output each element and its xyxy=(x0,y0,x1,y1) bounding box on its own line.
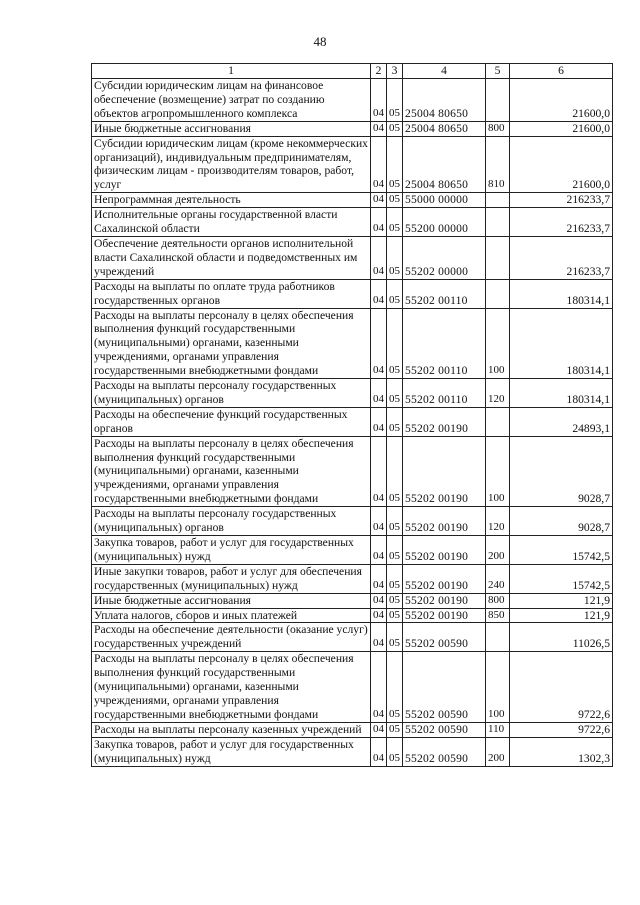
row-target-article: 55202 00190 xyxy=(403,507,486,536)
page-number: 48 xyxy=(313,34,327,49)
row-amount: 15742,5 xyxy=(510,564,613,593)
row-section: 04 xyxy=(371,564,387,593)
row-expense-type: 120 xyxy=(486,507,510,536)
row-target-article: 55200 00000 xyxy=(403,208,486,237)
row-amount: 21600,0 xyxy=(510,121,613,136)
row-section: 04 xyxy=(371,593,387,608)
row-target-article: 55202 00590 xyxy=(403,623,486,652)
row-name: Расходы на выплаты персоналу государственных (муниципальных) органов xyxy=(92,379,371,408)
row-subsection: 05 xyxy=(387,652,403,723)
column-header: 4 xyxy=(403,64,486,79)
row-expense-type xyxy=(486,623,510,652)
column-number-row xyxy=(92,64,613,79)
row-expense-type: 120 xyxy=(486,379,510,408)
row-expense-type: 100 xyxy=(486,308,510,379)
row-section: 04 xyxy=(371,436,387,507)
table-row xyxy=(92,436,613,507)
row-subsection: 05 xyxy=(387,193,403,208)
table-row xyxy=(92,407,613,436)
row-amount: 216233,7 xyxy=(510,236,613,279)
row-target-article: 55202 00190 xyxy=(403,593,486,608)
row-amount: 9722,6 xyxy=(510,652,613,723)
row-amount: 121,9 xyxy=(510,608,613,623)
row-name: Иные бюджетные ассигнования xyxy=(92,121,371,136)
table-row xyxy=(92,623,613,652)
row-target-article: 55202 00110 xyxy=(403,379,486,408)
row-expense-type xyxy=(486,279,510,308)
row-subsection: 05 xyxy=(387,236,403,279)
row-expense-type: 200 xyxy=(486,536,510,565)
row-name: Уплата налогов, сборов и иных платежей xyxy=(92,608,371,623)
table-row xyxy=(92,208,613,237)
row-name: Исполнительные органы государственной власти Сахалинской области xyxy=(92,208,371,237)
row-amount: 180314,1 xyxy=(510,308,613,379)
row-target-article: 55202 00590 xyxy=(403,737,486,766)
row-subsection: 05 xyxy=(387,536,403,565)
row-section: 04 xyxy=(371,737,387,766)
row-name: Субсидии юридическим лицам на финансовое обеспечение (возмещение) затрат по созданию объектов агропромышленного комплекса xyxy=(92,79,371,122)
row-section: 04 xyxy=(371,507,387,536)
table-row xyxy=(92,79,613,122)
column-header: 1 xyxy=(92,64,371,79)
row-name: Расходы на обеспечение деятельности (оказание услуг) государственных учреждений xyxy=(92,623,371,652)
row-subsection: 05 xyxy=(387,722,403,737)
row-target-article: 25004 80650 xyxy=(403,136,486,193)
table-row xyxy=(92,737,613,766)
row-name: Расходы на выплаты персоналу казенных учреждений xyxy=(92,722,371,737)
row-subsection: 05 xyxy=(387,507,403,536)
row-amount: 24893,1 xyxy=(510,407,613,436)
column-header: 5 xyxy=(486,64,510,79)
row-section: 04 xyxy=(371,407,387,436)
row-amount: 9028,7 xyxy=(510,436,613,507)
row-expense-type: 240 xyxy=(486,564,510,593)
row-subsection: 05 xyxy=(387,379,403,408)
row-section: 04 xyxy=(371,121,387,136)
row-expense-type xyxy=(486,79,510,122)
row-section: 04 xyxy=(371,193,387,208)
column-header: 3 xyxy=(387,64,403,79)
row-target-article: 55202 00590 xyxy=(403,722,486,737)
row-section: 04 xyxy=(371,308,387,379)
row-target-article: 55000 00000 xyxy=(403,193,486,208)
row-amount: 21600,0 xyxy=(510,79,613,122)
row-subsection: 05 xyxy=(387,436,403,507)
row-subsection: 05 xyxy=(387,623,403,652)
row-name: Субсидии юридическим лицам (кроме некоммерческих организаций), индивидуальным предпринимателям, физическим лицам - производителям товаров, работ, услуг xyxy=(92,136,371,193)
table-row xyxy=(92,652,613,723)
row-subsection: 05 xyxy=(387,737,403,766)
row-section: 04 xyxy=(371,623,387,652)
row-name: Расходы на выплаты персоналу в целях обеспечения выполнения функций государственными (муниципальными) органами, казенными учреждениями, органами управления государственными внебюджетными фондами xyxy=(92,652,371,723)
row-target-article: 25004 80650 xyxy=(403,79,486,122)
row-section: 04 xyxy=(371,136,387,193)
row-name: Расходы на выплаты по оплате труда работников государственных органов xyxy=(92,279,371,308)
row-expense-type xyxy=(486,407,510,436)
column-header: 2 xyxy=(371,64,387,79)
row-target-article: 55202 00190 xyxy=(403,608,486,623)
row-subsection: 05 xyxy=(387,564,403,593)
row-name: Непрограммная деятельность xyxy=(92,193,371,208)
table-row xyxy=(92,507,613,536)
row-target-article: 55202 00590 xyxy=(403,652,486,723)
row-amount: 180314,1 xyxy=(510,379,613,408)
row-name: Закупка товаров, работ и услуг для государственных (муниципальных) нужд xyxy=(92,536,371,565)
row-section: 04 xyxy=(371,652,387,723)
row-amount: 1302,3 xyxy=(510,737,613,766)
row-amount: 121,9 xyxy=(510,593,613,608)
row-target-article: 55202 00110 xyxy=(403,279,486,308)
row-name: Иные закупки товаров, работ и услуг для обеспечения государственных (муниципальных) нужд xyxy=(92,564,371,593)
table-row xyxy=(92,536,613,565)
row-target-article: 55202 00190 xyxy=(403,536,486,565)
row-name: Расходы на выплаты персоналу в целях обеспечения выполнения функций государственными (муниципальными) органами, казенными учреждениями, органами управления государственными внебюджетными фондами xyxy=(92,436,371,507)
row-section: 04 xyxy=(371,722,387,737)
row-amount: 11026,5 xyxy=(510,623,613,652)
row-target-article: 55202 00110 xyxy=(403,308,486,379)
row-target-article: 55202 00190 xyxy=(403,564,486,593)
row-name: Расходы на обеспечение функций государственных органов xyxy=(92,407,371,436)
table-row xyxy=(92,379,613,408)
row-expense-type: 800 xyxy=(486,593,510,608)
table-row xyxy=(92,136,613,193)
row-amount: 15742,5 xyxy=(510,536,613,565)
row-name: Расходы на выплаты персоналу в целях обеспечения выполнения функций государственными (муниципальными) органами, казенными учреждениями, органами управления государственными внебюджетными фондами xyxy=(92,308,371,379)
row-subsection: 05 xyxy=(387,79,403,122)
row-amount: 216233,7 xyxy=(510,208,613,237)
row-subsection: 05 xyxy=(387,407,403,436)
row-expense-type: 100 xyxy=(486,652,510,723)
table-row xyxy=(92,722,613,737)
row-target-article: 55202 00000 xyxy=(403,236,486,279)
row-expense-type: 110 xyxy=(486,722,510,737)
row-section: 04 xyxy=(371,279,387,308)
row-subsection: 05 xyxy=(387,593,403,608)
table-row xyxy=(92,193,613,208)
row-name: Закупка товаров, работ и услуг для государственных (муниципальных) нужд xyxy=(92,737,371,766)
row-subsection: 05 xyxy=(387,208,403,237)
table-row xyxy=(92,308,613,379)
row-section: 04 xyxy=(371,208,387,237)
row-subsection: 05 xyxy=(387,279,403,308)
row-name: Иные бюджетные ассигнования xyxy=(92,593,371,608)
row-amount: 9028,7 xyxy=(510,507,613,536)
row-target-article: 25004 80650 xyxy=(403,121,486,136)
budget-table xyxy=(91,63,613,767)
row-expense-type xyxy=(486,236,510,279)
row-subsection: 05 xyxy=(387,121,403,136)
row-expense-type: 800 xyxy=(486,121,510,136)
row-target-article: 55202 00190 xyxy=(403,436,486,507)
table-row xyxy=(92,236,613,279)
row-expense-type: 850 xyxy=(486,608,510,623)
row-amount: 180314,1 xyxy=(510,279,613,308)
row-target-article: 55202 00190 xyxy=(403,407,486,436)
row-expense-type xyxy=(486,193,510,208)
row-amount: 9722,6 xyxy=(510,722,613,737)
row-section: 04 xyxy=(371,536,387,565)
table-row xyxy=(92,564,613,593)
row-subsection: 05 xyxy=(387,136,403,193)
row-amount: 21600,0 xyxy=(510,136,613,193)
row-expense-type: 100 xyxy=(486,436,510,507)
row-name: Обеспечение деятельности органов исполнительной власти Сахалинской области и подведомственных им учреждений xyxy=(92,236,371,279)
row-amount: 216233,7 xyxy=(510,193,613,208)
row-subsection: 05 xyxy=(387,608,403,623)
row-expense-type: 200 xyxy=(486,737,510,766)
table-row xyxy=(92,279,613,308)
row-section: 04 xyxy=(371,236,387,279)
row-expense-type xyxy=(486,208,510,237)
row-expense-type: 810 xyxy=(486,136,510,193)
row-name: Расходы на выплаты персоналу государственных (муниципальных) органов xyxy=(92,507,371,536)
table-row xyxy=(92,608,613,623)
row-section: 04 xyxy=(371,79,387,122)
row-section: 04 xyxy=(371,608,387,623)
row-section: 04 xyxy=(371,379,387,408)
row-subsection: 05 xyxy=(387,308,403,379)
column-header: 6 xyxy=(510,64,613,79)
table-row xyxy=(92,121,613,136)
table-row xyxy=(92,593,613,608)
